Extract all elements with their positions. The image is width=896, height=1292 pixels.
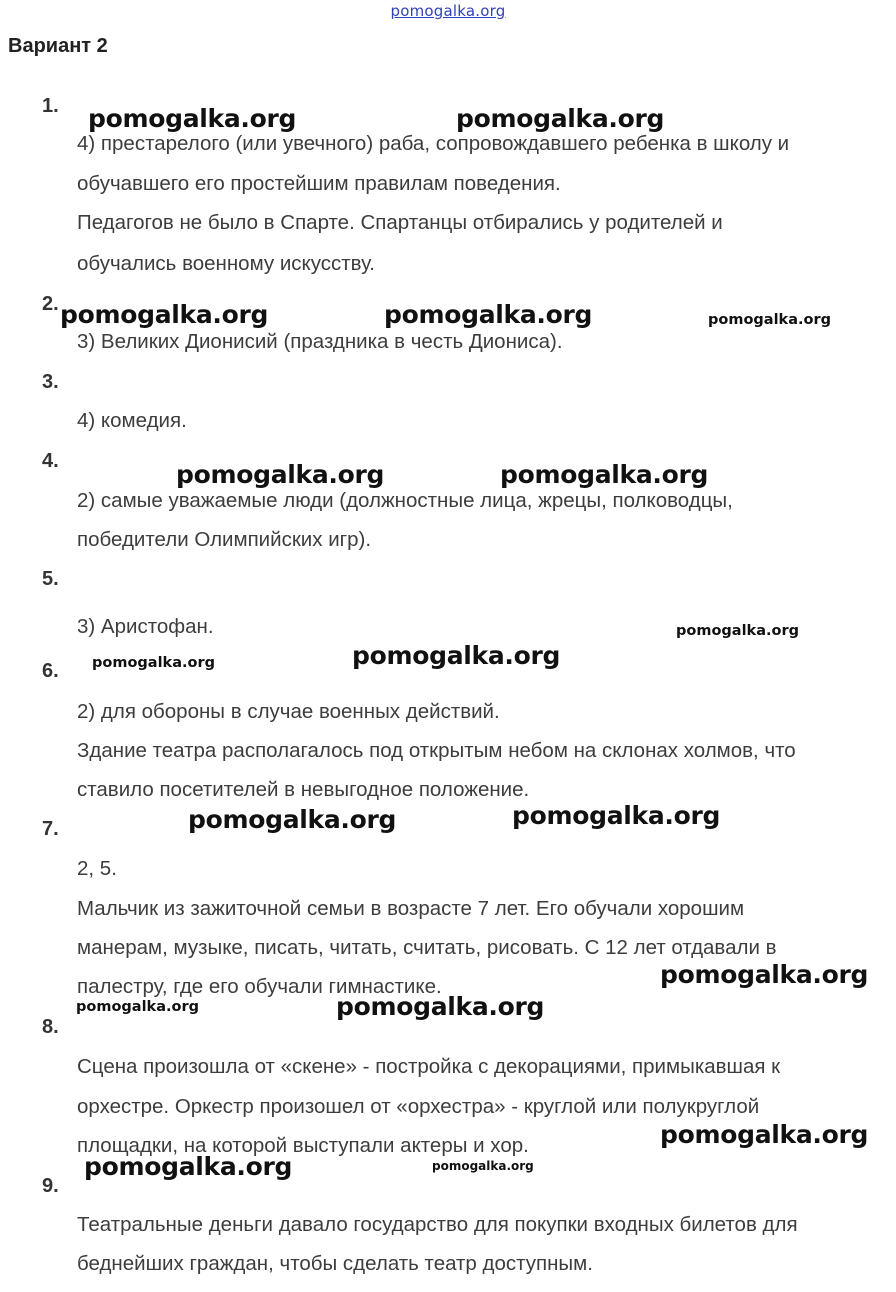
item-number-3: 3. xyxy=(42,371,59,393)
answer-line: победители Олимпийских игр). xyxy=(77,528,372,551)
answer-line: 3) Аристофан. xyxy=(77,615,214,638)
watermark: pomogalka.org xyxy=(660,960,869,989)
watermark: pomogalka.org xyxy=(84,1152,293,1181)
watermark: pomogalka.org xyxy=(176,460,385,489)
answer-line: Педагогов не было в Спарте. Спартанцы отбирались у родителей и xyxy=(77,211,723,234)
answer-line: площадки, на которой выступали актеры и хор. xyxy=(77,1134,529,1157)
item-number-8: 8. xyxy=(42,1016,59,1038)
answer-line: 4) престарелого (или увечного) раба, сопровождавшего ребенка в школу и xyxy=(77,132,790,155)
watermark: pomogalka.org xyxy=(92,655,215,671)
watermark: pomogalka.org xyxy=(512,801,721,830)
watermark: pomogalka.org xyxy=(336,992,545,1021)
watermark: pomogalka.org xyxy=(676,623,799,639)
watermark: pomogalka.org xyxy=(76,999,199,1015)
answer-line: Театральные деньги давало государство для покупки входных билетов для xyxy=(77,1213,798,1236)
answer-line: обучавшего его простейшим правилам поведения. xyxy=(77,172,561,195)
answer-line: 2) для обороны в случае военных действий. xyxy=(77,700,500,723)
item-number-9: 9. xyxy=(42,1175,59,1197)
watermark: pomogalka.org xyxy=(384,300,593,329)
answer-line: 4) комедия. xyxy=(77,409,187,432)
answer-line: обучались военному искусству. xyxy=(77,252,375,275)
watermark: pomogalka.org xyxy=(708,312,831,328)
answer-line: манерам, музыке, писать, читать, считать, рисовать. С 12 лет отдавали в xyxy=(77,936,777,959)
item-number-7: 7. xyxy=(42,818,59,840)
answer-line: Мальчик из зажиточной семьи в возрасте 7 лет. Его обучали хорошим xyxy=(77,897,745,920)
watermark: pomogalka.org xyxy=(188,805,397,834)
answer-line: Сцена произошла от «скене» - постройка с декорациями, примыкавшая к xyxy=(77,1055,781,1078)
answer-line: 2, 5. xyxy=(77,857,117,880)
answer-line: беднейших граждан, чтобы сделать театр доступным. xyxy=(77,1252,593,1275)
answer-line: ставило посетителей в невыгодное положение. xyxy=(77,778,530,801)
watermark: pomogalka.org xyxy=(500,460,709,489)
answer-line: палестру, где его обучали гимнастике. xyxy=(77,975,442,998)
item-number-6: 6. xyxy=(42,660,59,682)
watermark: pomogalka.org xyxy=(660,1120,869,1149)
answer-line: орхестре. Оркестр произошел от «орхестра» - круглой или полукруглой xyxy=(77,1095,760,1118)
site-watermark-link[interactable]: pomogalka.org xyxy=(390,2,506,20)
item-number-2: 2. xyxy=(42,293,59,315)
watermark: pomogalka.org xyxy=(88,104,297,133)
watermark: pomogalka.org xyxy=(432,1159,534,1173)
answer-line: Здание театра располагалось под открытым небом на склонах холмов, что xyxy=(77,739,796,762)
item-number-5: 5. xyxy=(42,568,59,590)
watermark: pomogalka.org xyxy=(456,104,665,133)
item-number-1: 1. xyxy=(42,95,59,117)
watermark: pomogalka.org xyxy=(60,300,269,329)
variant-title: Вариант 2 xyxy=(8,35,108,57)
item-number-4: 4. xyxy=(42,450,59,472)
answer-line: 3) Великих Дионисий (праздника в честь Диониса). xyxy=(77,330,563,353)
watermark: pomogalka.org xyxy=(352,641,561,670)
answer-line: 2) самые уважаемые люди (должностные лица, жрецы, полководцы, xyxy=(77,489,733,512)
